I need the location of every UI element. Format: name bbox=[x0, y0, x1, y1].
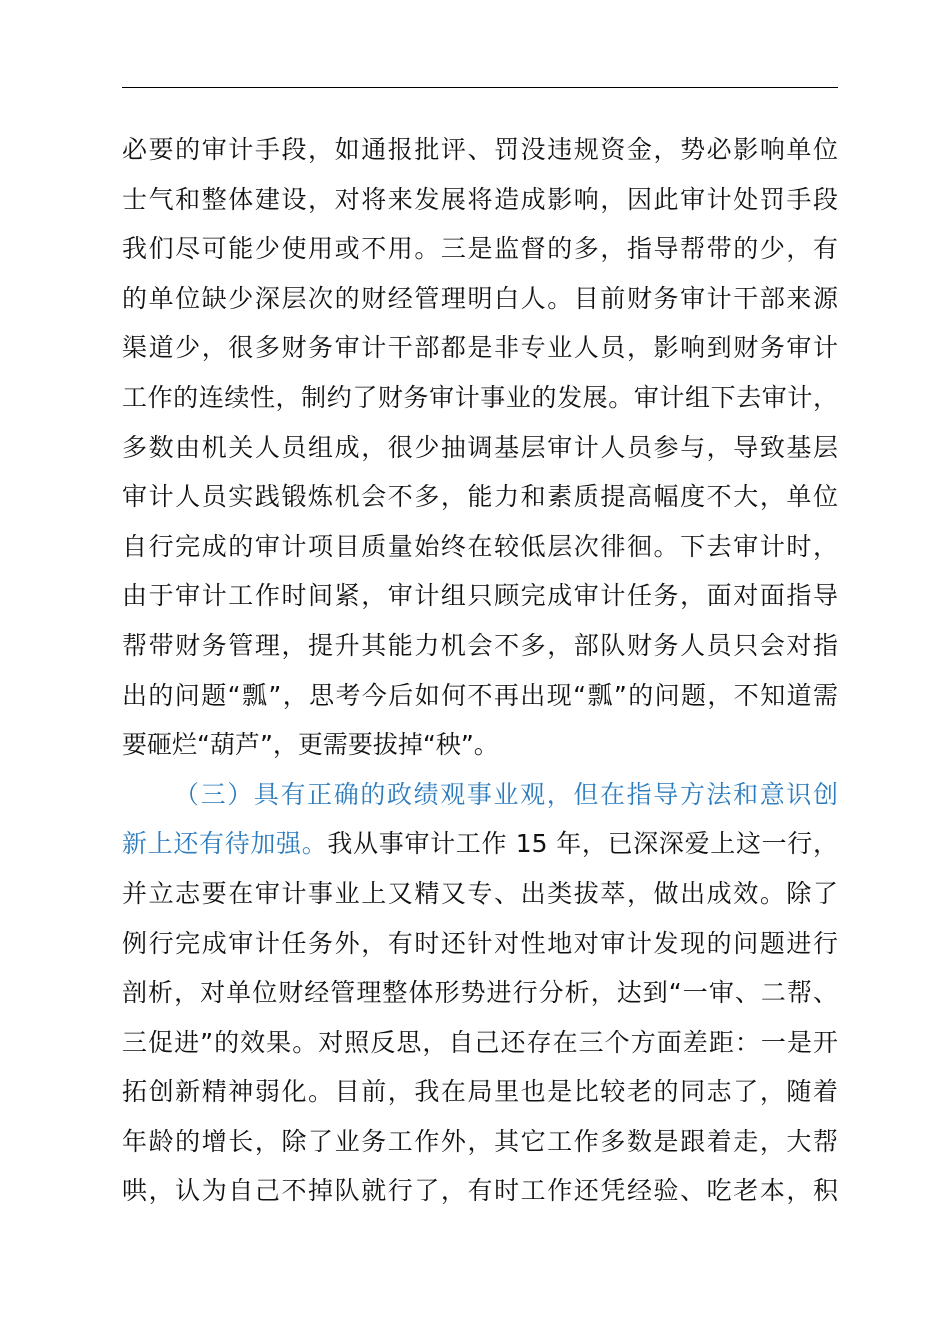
text-line: 士气和整体建设，对将来发展将造成影响，因此审计处罚手段 bbox=[122, 184, 838, 214]
body-text bbox=[122, 125, 838, 1216]
text-line: 年龄的增长，除了业务工作外，其它工作多数是跟着走，大帮 bbox=[122, 1126, 838, 1156]
text-line: 我们尽可能少使用或不用。三是监督的多，指导帮带的少，有 bbox=[122, 234, 838, 264]
text-line: 由于审计工作时间紧，审计组只顾完成审计任务，面对面指导 bbox=[122, 581, 838, 611]
header-rule bbox=[122, 87, 838, 88]
text-line: 例行完成审计任务外，有时还针对性地对审计发现的问题进行 bbox=[122, 928, 838, 958]
text-line: 并立志要在审计事业上又精又专、出类拔萃，做出成效。除了 bbox=[122, 878, 838, 908]
text-line: 拓创新精神弱化。目前，我在局里也是比较老的同志了，随着 bbox=[122, 1077, 838, 1107]
text-line: 三促进”的效果。对照反思，自己还存在三个方面差距：一是开 bbox=[122, 1027, 838, 1057]
section-body-start: 我从事审计工作 15 年，已深深爱上这一行， bbox=[327, 829, 838, 859]
text-line: 帮带财务管理，提升其能力机会不多，部队财务人员只会对指 bbox=[122, 630, 838, 660]
section-heading: （三）具有正确的政绩观事业观，但在指导方法和意识创 bbox=[174, 779, 838, 809]
section-heading-continuation bbox=[122, 819, 838, 869]
text-line: 剖析，对单位财经管理整体形势进行分析，达到“一审、二帮、 bbox=[122, 978, 838, 1008]
text-line: 哄，认为自己不掉队就行了，有时工作还凭经验、吃老本，积 bbox=[122, 1176, 838, 1206]
text-line: 要砸烂“葫芦”，更需要拔掉“秧”。 bbox=[122, 730, 499, 760]
text-line: 出的问题“瓢”，思考今后如何不再出现“瓢”的问题，不知道需 bbox=[122, 680, 838, 710]
text-line: 的单位缺少深层次的财经管理明白人。目前财务审计干部来源 bbox=[122, 283, 838, 313]
text-line: 自行完成的审计项目质量始终在较低层次徘徊。下去审计时， bbox=[122, 531, 838, 561]
section-heading-tail: 新上还有待加强。 bbox=[122, 829, 328, 859]
text-line: 工作的连续性，制约了财务审计事业的发展。审计组下去审计， bbox=[122, 382, 838, 412]
text-line: 必要的审计手段，如通报批评、罚没违规资金，势必影响单位 bbox=[122, 135, 838, 164]
text-line: 渠道少，很多财务审计干部都是非专业人员，影响到财务审计 bbox=[122, 333, 838, 363]
text-line: 审计人员实践锻炼机会不多，能力和素质提高幅度不大，单位 bbox=[122, 482, 838, 512]
text-line: 多数由机关人员组成，很少抽调基层审计人员参与，导致基层 bbox=[122, 432, 838, 462]
